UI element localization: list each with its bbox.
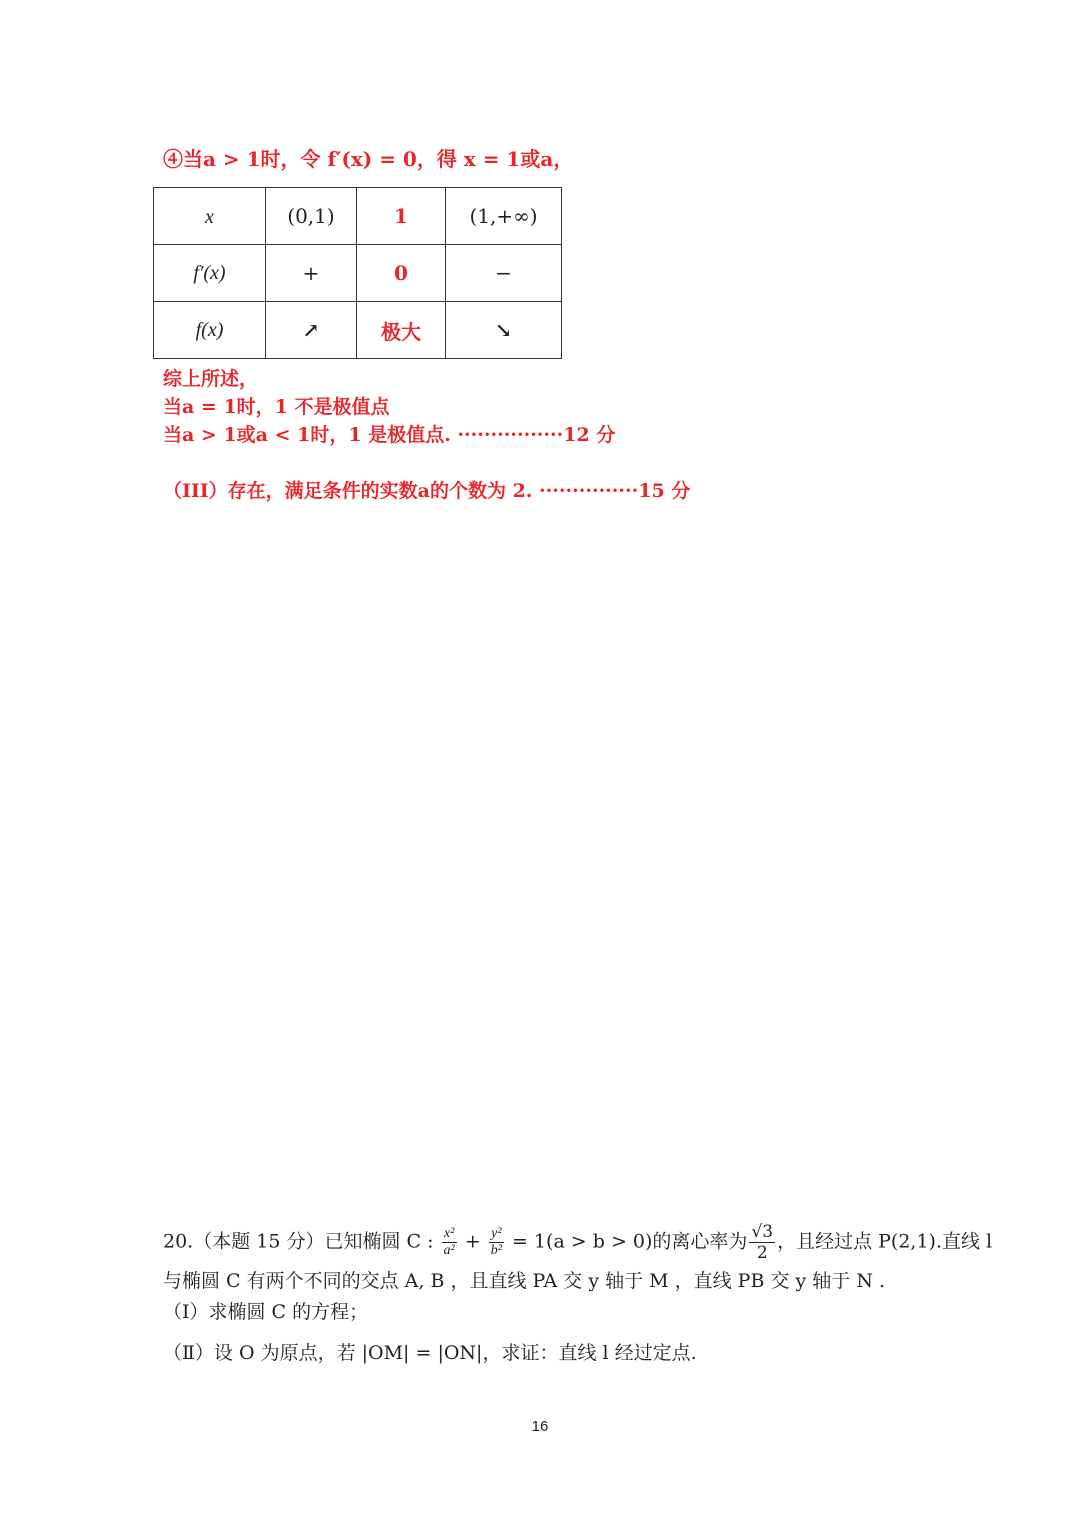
table-cell: f′(x) — [154, 245, 266, 302]
table-cell: + — [266, 245, 357, 302]
increasing-arrow-icon: ↗ — [266, 302, 357, 359]
table-cell: x — [154, 188, 266, 245]
question-20-part-1: （Ⅰ）求椭圆 C 的方程； — [163, 1301, 369, 1323]
summary-line: 当a > 1或a < 1时，1 是极值点. ················12 分 — [163, 424, 616, 446]
table-cell: (1,+∞) — [446, 188, 562, 245]
table-cell: 0 — [357, 245, 446, 302]
table-row — [154, 245, 562, 302]
table-cell: (0,1) — [266, 188, 357, 245]
question-prefix: 20.（本题 15 分）已知椭圆 C : — [163, 1230, 440, 1253]
summary-heading: 综上所述， — [163, 368, 259, 390]
table-row — [154, 188, 562, 245]
fraction-x2-a2: $\frac{\text{x²}}{\text{a²}}$ — [443, 1226, 455, 1258]
question-20-line: 与椭圆 C 有两个不同的交点 A, B ，且直线 PA 交 y 轴于 M ，直线 PB 交 y 轴于 N . — [163, 1270, 886, 1292]
fraction-sqrt3-2: $\frac{√3}{2}$ — [751, 1222, 774, 1263]
table-row — [154, 302, 562, 359]
sign-table — [153, 187, 562, 359]
table-cell: 1 — [357, 188, 446, 245]
table-cell: f(x) — [154, 302, 266, 359]
fraction-y2-b2: $\frac{\text{y²}}{\text{b²}}$ — [490, 1226, 502, 1258]
page-number: 16 — [531, 1418, 549, 1435]
case-4-condition: ④当a > 1时，令 f′(x) = 0，得 x = 1或a， — [163, 147, 574, 171]
table-cell: 极大 — [357, 302, 446, 359]
question-20-statement: 20.（本题 15 分）已知椭圆 C : $\frac{\text{x²}}{\text{a²}}$ + $\frac{\text{y²}}{\text{b²}}$ = 1(a > b > 0)的离心率为 $\frac{√3}{2}$ ，且经过点 P(2,1).直线 l — [163, 1222, 993, 1263]
table-cell: − — [446, 245, 562, 302]
question-20-part-2: （Ⅱ）设 O 为原点，若 |OM| = |ON|，求证：直线 l 经过定点. — [163, 1342, 697, 1364]
decreasing-arrow-icon: ↘ — [446, 302, 562, 359]
summary-line: 当a = 1时，1 不是极值点 — [163, 396, 390, 418]
part-3-answer: （III）存在，满足条件的实数a的个数为 2. ···············15 分 — [163, 480, 691, 502]
